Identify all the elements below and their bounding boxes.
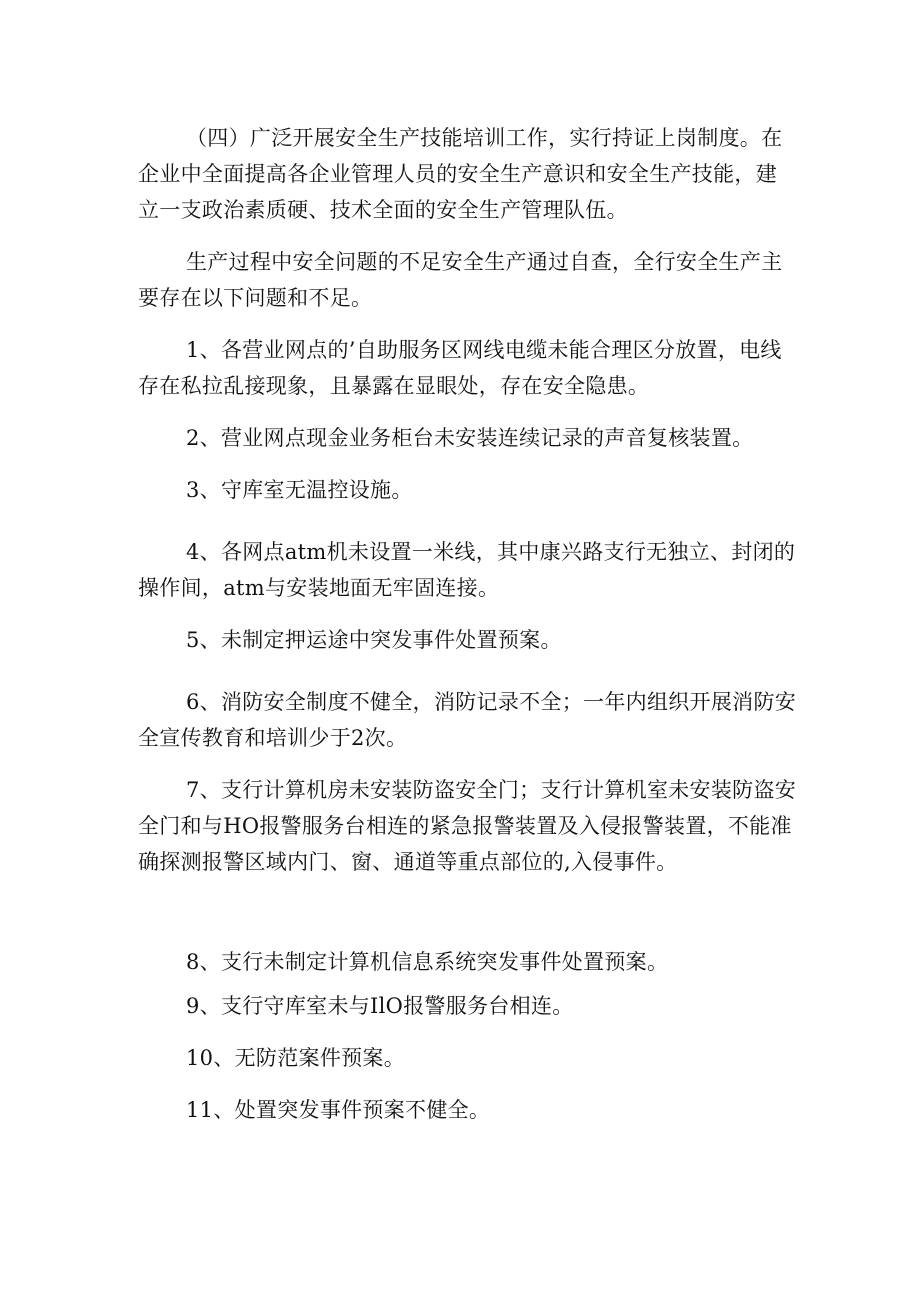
issue-item-8: 8、支行未制定计算机信息系统突发事件处置预案。 <box>186 950 669 974</box>
paragraph-training: （四）广泛开展安全生产技能培训工作，实行持证上岗制度。在企业中全面提高各企业管理人员的安全生产意识和安全生产技能，建立一支政治素质硬、技术全面的安全生产管理队伍。 <box>138 126 783 222</box>
issue-item-7: 7、支行计算机房未安装防盗安全门；支行计算机室未安装防盗安全门和与HO报警服务台相连的紧急报警装置及入侵报警装置，不能准确探测报警区域内门、窗、通道等重点部位的,入侵事件。 <box>138 778 797 874</box>
issue-item-6: 6、消防安全制度不健全，消防记录不全；一年内组织开展消防安全宣传教育和培训少于2次。 <box>138 690 797 750</box>
issue-item-5: 5、未制定押运途中突发事件处置预案。 <box>186 628 562 652</box>
paragraph-self-check: 生产过程中安全问题的不足安全生产通过自查，全行安全生产主要存在以下问题和不足。 <box>138 250 783 310</box>
issue-item-2: 2、营业网点现金业务柜台未安装连续记录的声音复核装置。 <box>186 426 754 450</box>
issue-item-1: 1、各营业网点的’自助服务区网线电缆未能合理区分放置，电线存在私拉乱接现象，且暴露在显眼处，存在安全隐患。 <box>138 338 782 398</box>
issue-item-9: 9、支行守库室未与IlO报警服务台相连。 <box>186 994 574 1018</box>
issue-item-11: 11、处置突发事件预案不健全。 <box>186 1098 491 1122</box>
issue-item-3: 3、守库室无温控设施。 <box>186 478 413 502</box>
issue-item-4: 4、各网点atm机未设置一米线，其中康兴路支行无独立、封闭的操作间，atm与安装地面无牢固连接。 <box>138 540 796 600</box>
issue-item-10: 10、无防范案件预案。 <box>186 1046 406 1070</box>
